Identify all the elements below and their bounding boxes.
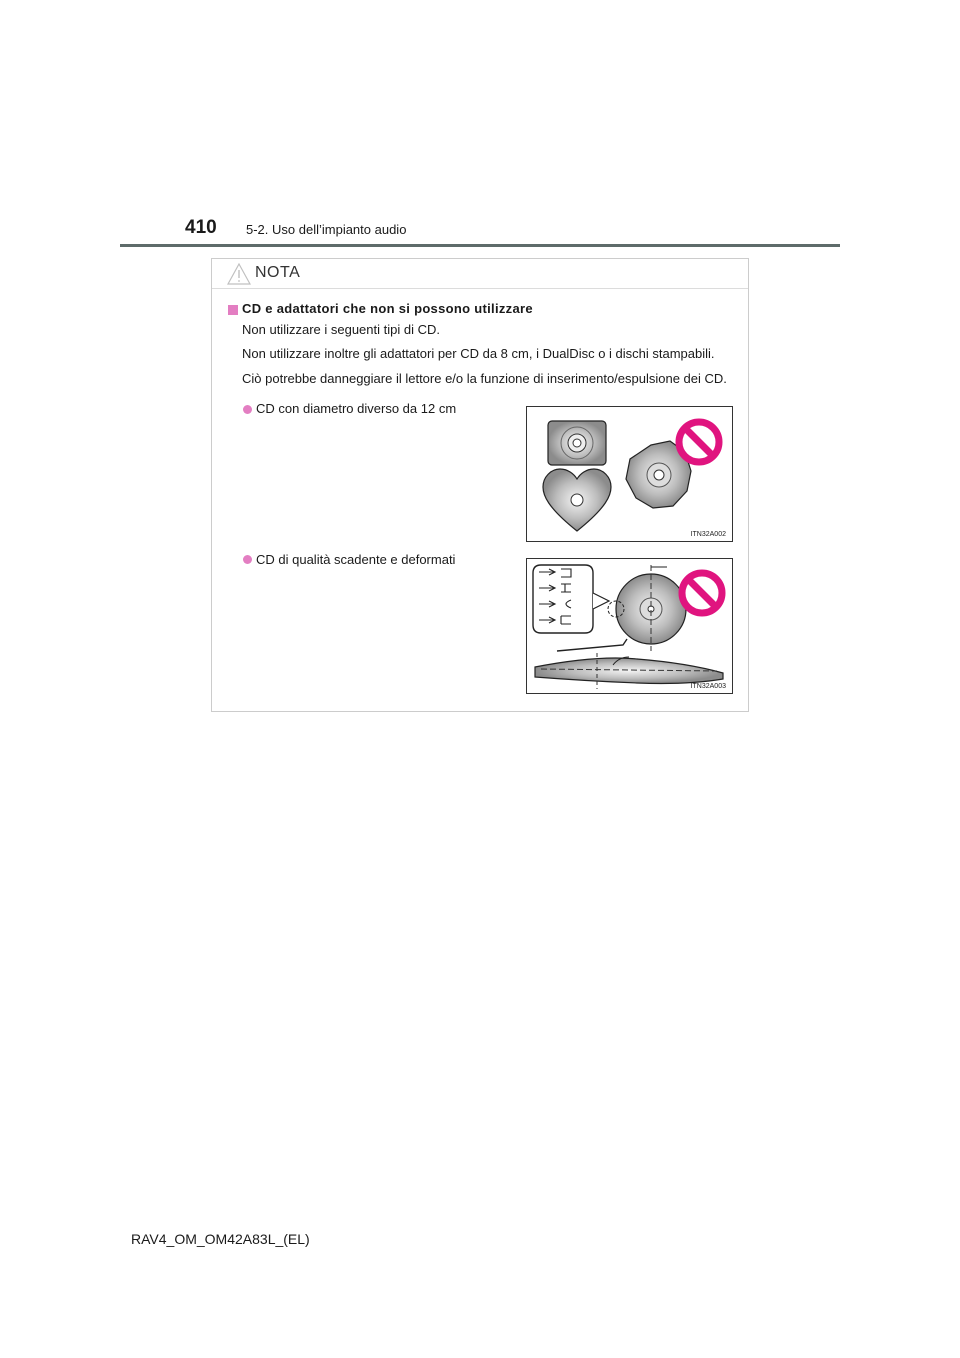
square-bullet-icon xyxy=(228,305,238,315)
paragraph: Non utilizzare inoltre gli adattatori per CD da 8 cm, i DualDisc o i dischi stampabili. xyxy=(242,346,715,361)
list-item: CD di qualità scadente e deformati xyxy=(256,552,456,567)
header-rule xyxy=(120,244,840,247)
figure-code: ITN32A003 xyxy=(690,683,726,690)
irregular-cd-illustration xyxy=(527,407,732,541)
figure-deformed-cds xyxy=(526,558,733,694)
page-number: 410 xyxy=(185,217,217,238)
nota-label: NOTA xyxy=(255,264,301,281)
paragraph: Ciò potrebbe danneggiare il lettore e/o la funzione di inserimento/espulsione dei CD. xyxy=(242,371,727,386)
section-title: 5-2. Uso dell’impianto audio xyxy=(246,222,407,237)
list-item: CD con diametro diverso da 12 cm xyxy=(256,401,457,416)
nota-box xyxy=(211,258,749,712)
circle-bullet-icon xyxy=(243,405,252,414)
circle-bullet-icon xyxy=(243,555,252,564)
subheading: CD e adattatori che non si possono utilizzare xyxy=(242,301,533,316)
figure-code: ITN32A002 xyxy=(690,531,726,538)
paragraph: Non utilizzare i seguenti tipi di CD. xyxy=(242,322,440,337)
document-code: RAV4_OM_OM42A83L_(EL) xyxy=(131,1231,310,1247)
nota-header xyxy=(212,259,748,289)
figure-irregular-cds xyxy=(526,406,733,542)
deformed-cd-illustration xyxy=(527,559,732,693)
warning-triangle-icon xyxy=(227,263,251,285)
